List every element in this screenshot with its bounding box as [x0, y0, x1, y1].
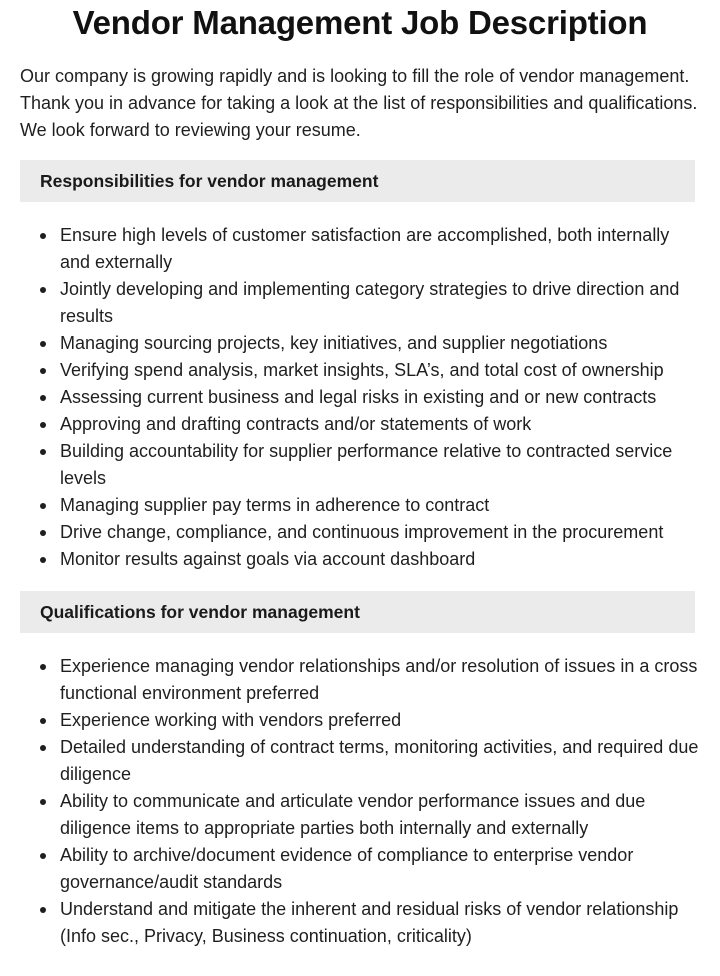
list-item-text: Building accountability for supplier performance relative to contracted service levels — [60, 441, 673, 488]
bullet-icon — [40, 718, 46, 724]
bullet-icon — [40, 907, 46, 913]
list-item-text: Verifying spend analysis, market insights, SLA’s, and total cost of ownership — [60, 360, 664, 380]
list-item — [20, 788, 700, 842]
qualifications-header — [20, 591, 695, 633]
list-item-text: Experience managing vendor relationships and/or resolution of issues in a cross functional environment preferred — [60, 656, 698, 703]
list-item — [20, 896, 700, 950]
list-item-text: Drive change, compliance, and continuous improvement in the procurement — [60, 522, 664, 542]
qualifications-heading: Qualifications for vendor management — [40, 601, 360, 622]
list-item — [20, 411, 700, 438]
list-item-text: Jointly developing and implementing category strategies to drive direction and results — [60, 279, 680, 326]
bullet-icon — [40, 287, 46, 293]
list-item — [20, 842, 700, 896]
list-item-text: Assessing current business and legal risks in existing and or new contracts — [60, 387, 657, 407]
page-title: Vendor Management Job Description — [72, 4, 648, 41]
bullet-icon — [40, 799, 46, 805]
qualifications-list — [20, 653, 700, 950]
list-item-text: Managing sourcing projects, key initiatives, and supplier negotiations — [60, 333, 608, 353]
responsibilities-header — [20, 160, 695, 202]
list-item-text: Managing supplier pay terms in adherence to contract — [60, 495, 490, 515]
list-item — [20, 384, 700, 411]
list-item — [20, 222, 700, 276]
bullet-icon — [40, 233, 46, 239]
bullet-icon — [40, 664, 46, 670]
list-item — [20, 438, 700, 492]
list-item-text: Ability to communicate and articulate vendor performance issues and due diligence items to appropriate parties both internally and externally — [60, 791, 646, 838]
bullet-icon — [40, 557, 46, 563]
bullet-icon — [40, 341, 46, 347]
list-item — [20, 519, 700, 546]
bullet-icon — [40, 449, 46, 455]
list-item-text: Ensure high levels of customer satisfaction are accomplished, both internally and externally — [60, 225, 670, 272]
bullet-icon — [40, 745, 46, 751]
bullet-icon — [40, 422, 46, 428]
bullet-icon — [40, 395, 46, 401]
list-item-text: Approving and drafting contracts and/or statements of work — [60, 414, 532, 434]
list-item — [20, 276, 700, 330]
list-item — [20, 546, 700, 573]
bullet-icon — [40, 530, 46, 536]
list-item-text: Ability to archive/document evidence of compliance to enterprise vendor governance/audit standards — [60, 845, 634, 892]
list-item-text: Monitor results against goals via account dashboard — [60, 549, 476, 569]
list-item-text: Detailed understanding of contract terms, monitoring activities, and required due diligence — [60, 737, 699, 784]
list-item — [20, 492, 700, 519]
responsibilities-list — [20, 222, 700, 573]
list-item — [20, 707, 700, 734]
bullet-icon — [40, 503, 46, 509]
bullet-icon — [40, 368, 46, 374]
list-item — [20, 330, 700, 357]
list-item-text: Experience working with vendors preferred — [60, 710, 402, 730]
list-item — [20, 357, 700, 384]
list-item — [20, 734, 700, 788]
list-item-text: Understand and mitigate the inherent and residual risks of vendor relationship (Info sec., Privacy, Business continuation, criticality) — [60, 899, 679, 946]
list-item — [20, 653, 700, 707]
bullet-icon — [40, 853, 46, 859]
intro-paragraph: Our company is growing rapidly and is looking to fill the role of vendor management. Thank you in advance for taking a look at the list of responsibilities and qualifications. We look forward to reviewing your resume. — [20, 66, 698, 140]
responsibilities-heading: Responsibilities for vendor management — [40, 170, 379, 191]
